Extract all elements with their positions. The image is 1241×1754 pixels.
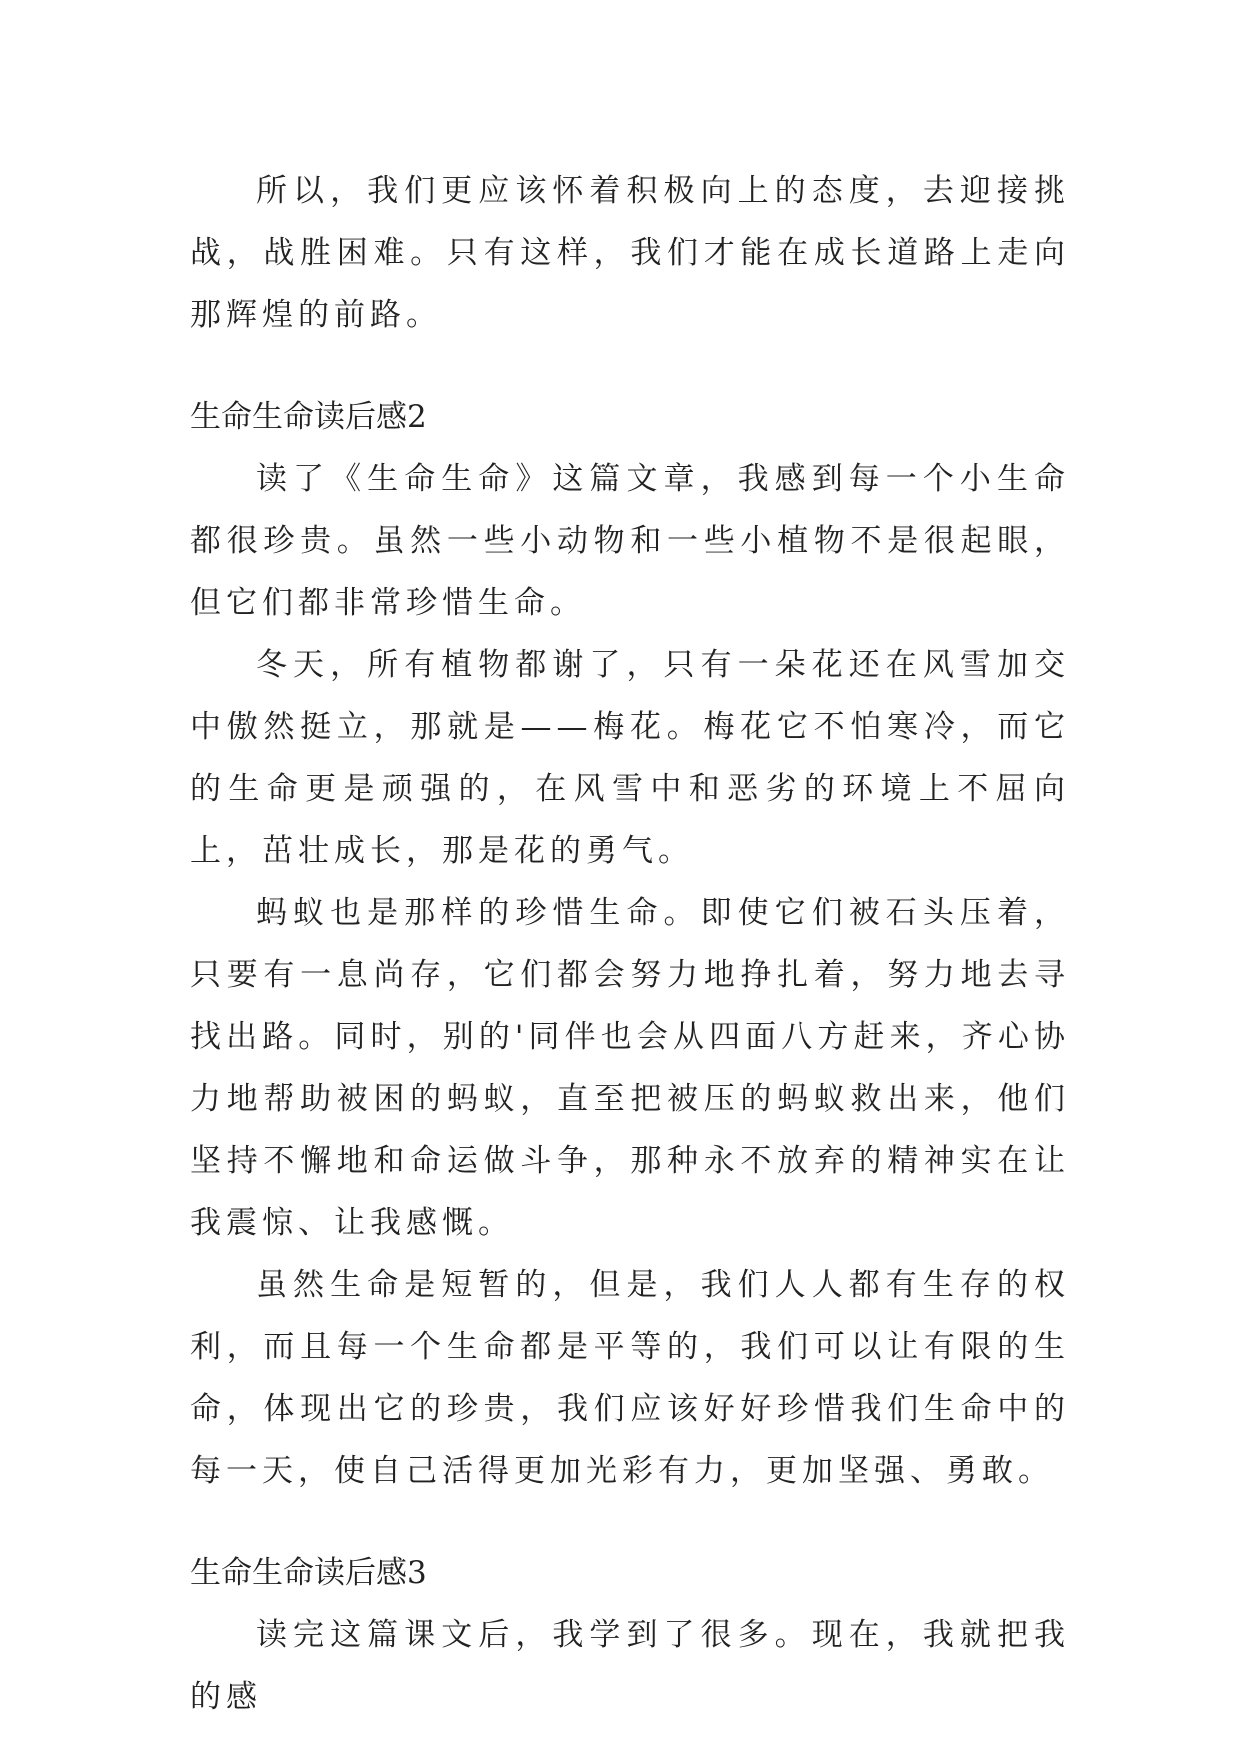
- section-heading: 生命生命读后感3: [190, 1555, 427, 1591]
- section-gap: [190, 1502, 1070, 1542]
- paragraph: 读了《生命生命》这篇文章，我感到每一个小生命都很珍贵。虽然一些小动物和一些小植物不是很起眼，但它们都非常珍惜生命。: [190, 461, 1070, 621]
- paragraph: 虽然生命是短暂的，但是，我们人人都有生存的权利，而且每一个生命都是平等的，我们可以让有限的生命，体现出它的珍贵，我们应该好好珍惜我们生命中的每一天，使自己活得更加光彩有力，更加坚强、勇敢。: [190, 1267, 1070, 1489]
- section-gap: [190, 346, 1070, 386]
- section-heading: 生命生命读后感2: [190, 399, 427, 435]
- paragraph: 所以，我们更应该怀着积极向上的态度，去迎接挑战，战胜困难。只有这样，我们才能在成长道路上走向那辉煌的前路。: [190, 173, 1070, 333]
- paragraph: 读完这篇课文后，我学到了很多。现在，我就把我的感: [190, 1617, 1070, 1715]
- document-body: [190, 160, 1070, 1728]
- paragraph: 冬天，所有植物都谢了，只有一朵花还在风雪加交中傲然挺立，那就是——梅花。梅花它不怕寒冷，而它的生命更是顽强的，在风雪中和恶劣的环境上不屈向上，茁壮成长，那是花的勇气。: [190, 647, 1070, 869]
- paragraph: 蚂蚁也是那样的珍惜生命。即使它们被石头压着，只要有一息尚存，它们都会努力地挣扎着，努力地去寻找出路。同时，别的'同伴也会从四面八方赶来，齐心协力地帮助被困的蚂蚁，直至把被压的蚂蚁救出来，他们坚持不懈地和命运做斗争，那种永不放弃的精神实在让我震惊、让我感慨。: [190, 895, 1070, 1241]
